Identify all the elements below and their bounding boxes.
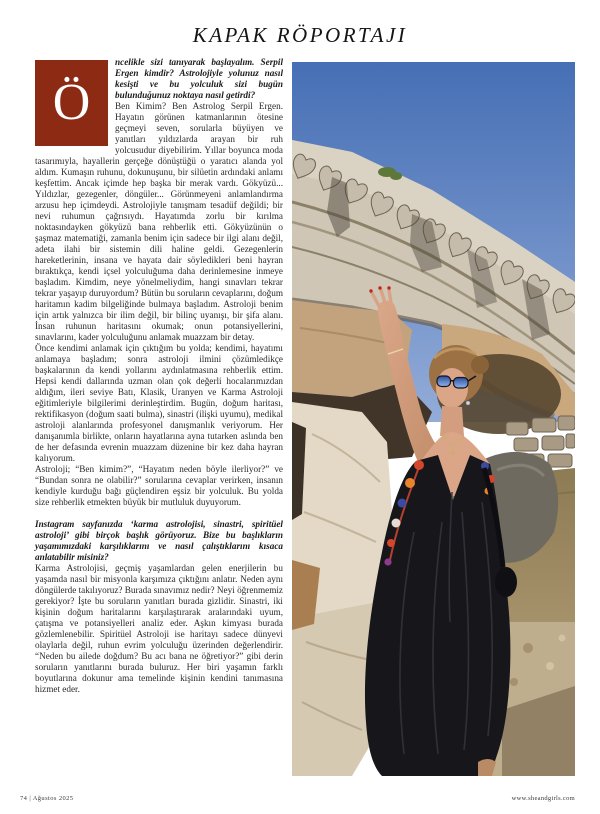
cover-photo-illustration bbox=[292, 62, 575, 776]
article-paragraph: Astroloji; “Ben kimim?”, “Hayatım neden böyle ilerliyor?” ve “Bundan sonra ne olabilir?” sorularına cevaplar verirken, insanın kendiyle kurduğu bağı güçlendiren eşsiz bir yolculuk. Bu yolda size rehberlik etmekten büyük bir mutluluk duyuyorum. bbox=[35, 464, 283, 507]
article-paragraph: Karma Astrolojisi, geçmiş yaşamlardan gelen enerjilerin bu yaşamda nasıl bir misyonla karşımıza çıktığını anlatır. Neden aynı döngülerde takılıyoruz? Burada sınavımız nedir? Neyi öğrenmemiz gerekiyor? İşte bu soruların yanıtları burada gizlidir. Sinastri, iki kişinin doğum haritalarını karşılaştırarak aralarındaki uyum, çatışma ve potansiyelleri analiz eder. Aşkın kimyası burada gözlemlenebilir. Spiritüel Astroloji ise haritayı sadece dünyevi olaylarla değil, ruhun evrim yolculuğu üzerinden değerlendirir. “Neden bu ailede doğdum? Bu acı bana ne öğretiyor?” gibi derin soruların yanıtlarını burada buluruz. Her biri yaşamın farklı boyutlarına dokunur ama temelinde kişinin kendini tanımasına hizmet eder. bbox=[35, 563, 283, 694]
handbag bbox=[495, 567, 517, 597]
article-column bbox=[35, 57, 283, 695]
page-title: KAPAK RÖPORTAJI bbox=[192, 23, 408, 47]
drop-cap: Ö bbox=[35, 60, 108, 146]
interview-question: ncelikle sizi tanıyarak başlayalım. Serpil Ergen kimdir? Astrolojiyle yolunuz nasıl kesişti ve bu yolculuk sizi bugün bulunduğunuz noktaya nasıl getirdi? bbox=[115, 57, 283, 100]
interview-question: Instagram sayfanızda ‘karma astrolojisi, sinastri, spiritüel astroloji’ gibi birçok başlık görüyoruz. Bize bu başlıkların yaşamımızdaki karşılıklarını ve nasıl çalıştıklarını kısaca anlatabilir misiniz? bbox=[35, 519, 283, 562]
article-paragraph: Ben Kimim? Ben Astrolog Serpil Ergen. Hayatın görünen katmanlarının ötesine geçmeyi seven, sorularla büyüyen ve yanıtları yıldızlarda arayan bir ruh yolcusudur diyebilirim. Yıllar boyunca moda tasarımıyla, hayallerin gerçeğe dönüştüğü o yaratıcı alanda yol aldım. Kumaşın ruhunu, dokunuşunu, bir silüetin ardındaki anlamı keşfettim. Ancak içimde hep başka bir merak vardı. Gökyüzü... Yıldızlar, gezegenler, döngüler... Görünmeyeni anlamlandırma arzusu hep içimdeydi. Astrolojiyle tanışmam tesadüf değildi; bir nevi ruhumun çağrısıydı. Hayatımda zorlu bir kırılma noktasındayken gökyüzü bana rehberlik etti. Gökyüzünün o şaşmaz matematiği, zamanla benim için sadece bir ilgi alanı değil, adeta ilahi bir sistemin dili haline geldi. Gezegenlerin hareketlerinin, insana ve hayata dair söyledikleri beni hayran bıraktıkça, kendi içsel yolculuğuma daha derinlemesine inmeye başladım. Kimdim, neye yönelmeliydim, hangi sınavları tekrar tekrar yaşayıp duruyordum? Bütün bu soruların cevaplarını, doğum haritamın kadim bilgeliğinde bulmaya başladım. Astroloji benim için artık yalnızca bir ilim değil, bir bilinç uyanışı, bir şifa alanı. İnsan ruhunun haritasını okumak; onun potansiyellerini, sınavlarını, kader yolculuğunu anlamak muazzam bir detay. bbox=[35, 101, 283, 342]
footer-page-number: 74 | Ağustos 2025 bbox=[20, 795, 74, 802]
article-body bbox=[35, 57, 283, 695]
cover-photo bbox=[292, 62, 575, 776]
earring bbox=[466, 401, 470, 405]
article-paragraph: Önce kendimi anlamak için çıktığım bu yolda; kendimi, hayatımı anlamaya başladım; sonra astroloji ilmini çözümledikçe başkalarının da kendi yollarını aydınlatmasına rehberlik ettim. Hepsi kendi dallarında uzman olan çok değerli hocalarımızdan aldığım, ileri seviye Batı, Klasik, Uranyen ve Karma Astroloji eğitimleriyle bilgilerimi derinleştirdim. Bugün, doğum haritası, rektifikasyon (doğum saati bulma), sinastri (ilişki uyumu), medikal astroloji alanlarında profesyonel danışmanlık veriyorum. Her danışanımla birlikte, onların hayatlarına ayna tutarken aslında ben de her defasında evrenin muazzam düzenine bir kez daha hayran kalıyorum. bbox=[35, 343, 283, 463]
footer-website: www.sheandgirls.com bbox=[511, 795, 575, 802]
